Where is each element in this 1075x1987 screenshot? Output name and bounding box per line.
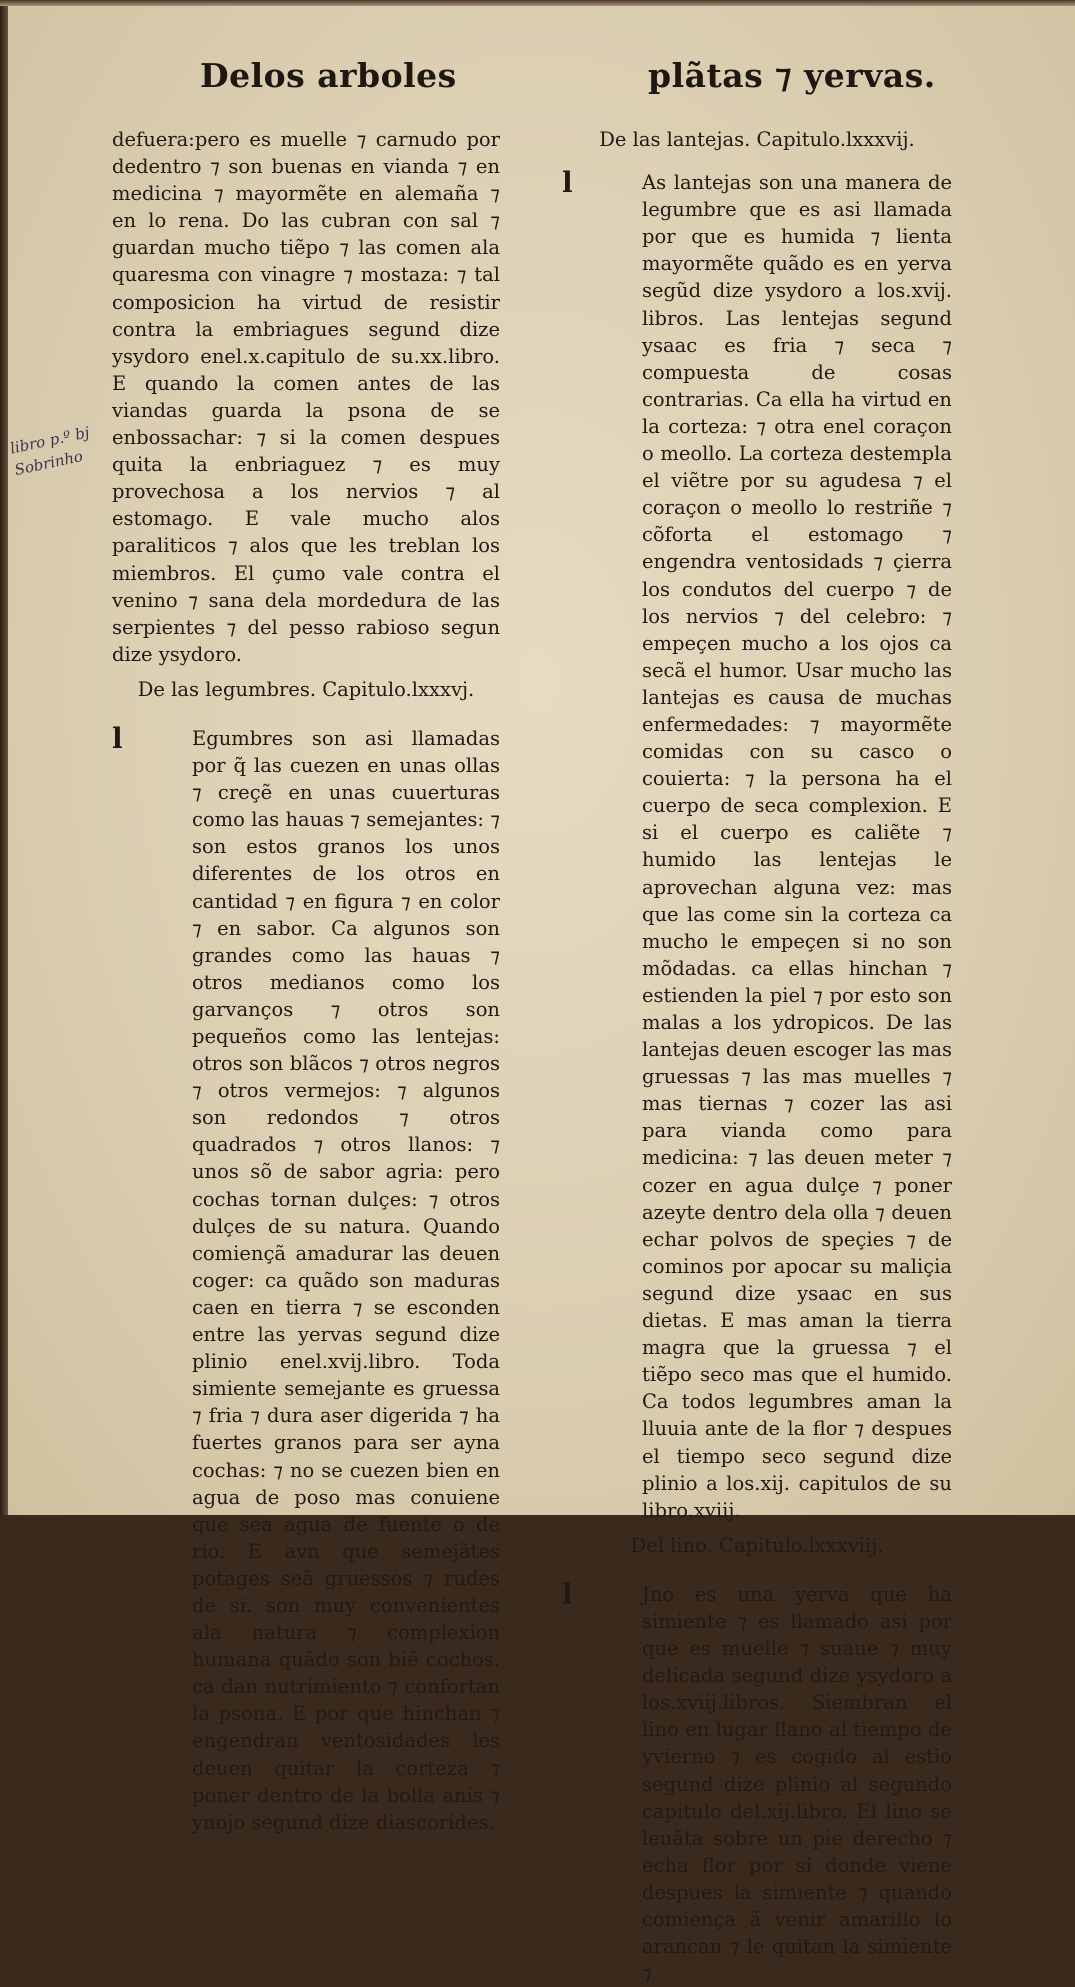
- running-head-right: plãtas ⁊ yervas.: [648, 56, 936, 95]
- chapter-heading-lantejas: De las lantejas. Capitulo.lxxxvij.: [599, 128, 915, 151]
- page-top-edge: [0, 0, 1075, 6]
- lantejas-paragraph: As lantejas son una manera de legumbre que es asi llamada por que es humida ⁊ lienta mayormẽte quãdo es en yerva segũd dize ysydoro a los.xvij. libros. Las lentejas segund ysaac es fria ⁊ seca ⁊ compuesta de cosas contrarias. Ca ella ha virtud en la corteza: ⁊ otra enel coraçon o meollo. La corteza destempla el viẽtre por su agudesa ⁊ el coraçon o meollo lo restriñe ⁊ cõforta el estomago ⁊ engendra ventosidads ⁊ çierra los condutos del cuerpo ⁊ de los nervios ⁊ del celebro: ⁊ empeçen mucho a los ojos ca secã el humor. Usar mucho las lantejas es causa de muchas enfermedades: ⁊ mayormẽte comidas con su casco o couierta: ⁊ la persona ha el cuerpo de seca complexion. E si el cuerpo es caliẽte ⁊ humido las lentejas le aprovechan alguna vez: mas que las come sin la corteza ca mucho le empeçen si no son mõdadas. ca ellas hinchan ⁊ estienden la piel ⁊ por esto son malas a los ydropicos. De las lantejas deuen escoger las mas gruessas ⁊ las mas muelles ⁊ mas tiernas ⁊ cozer las asi para vianda como para medicina: ⁊ las deuen meter ⁊ cozer en agua dulçe ⁊ poner azeyte dentro dela olla ⁊ deuen echar polvos de speçies ⁊ de cominos por apocar su maliçia segund dize ysaac en sus dietas. E mas aman la tierra magra que la gruessa ⁊ el tiẽpo seco mas que el humido. Ca todos legumbres aman la lluuia ante de la flor ⁊ despues el tiempo seco segund dize plinio a los.xij. capitulos de su libro.xviij.: [642, 171, 952, 1522]
- handwritten-marginalia: libro p.º bj Sobrinho: [8, 423, 92, 480]
- initial-guide-letter: l: [562, 1577, 573, 1611]
- initial-guide-letter: l: [112, 721, 123, 755]
- right-text-column: [562, 126, 952, 1987]
- drop-initial-guide-lino: [562, 1577, 952, 1987]
- left-paragraph-continued: defuera:pero es muelle ⁊ carnudo por dedentro ⁊ son buenas en vianda ⁊ en medicina ⁊ mayormẽte en alemaña ⁊ en lo rena. Do las cubran con sal ⁊ guardan mucho tiẽpo ⁊ las comen ala quaresma con vinagre ⁊ mostaza: ⁊ tal composicion ha virtud de resistir contra la embriagues segund dize ysydoro enel.x.capitulo de su.xx.libro. E quando la comen antes de las viandas guarda la psona de se enbossachar: ⁊ si la comen despues quita la enbriaguez ⁊ es muy provechosa a los nervios ⁊ al estomago. E vale mucho alos paraliticos ⁊ alos que les treblan los miembros. El çumo vale contra el venino ⁊ sana dela mordedura de las serpientes ⁊ del pesso rabioso segun dize ysydoro.: [112, 128, 500, 666]
- initial-guide-letter: l: [562, 166, 573, 200]
- chapter-heading-lino: Del lino. Capitulo.lxxxviij.: [630, 1533, 884, 1557]
- left-text-column: [112, 126, 500, 1836]
- lino-paragraph: Jno es una yerva que ha simiente ⁊ es llamado asi por que es muelle ⁊ suaue ⁊ muy delicada segund dize ysydoro a los.xviij.libros. Siembran el lino en lugar llano al tiempo de yvierno ⁊ es cogido al estio segund dize plinio al segundo capitulo del.xij.libro. El lino se leuãta sobre un pie derecho ⁊ echa flor por si donde viene despues la simiente ⁊ quando comiença ã venir amarillo lo arancan ⁊ le quitan la simiente ⁊: [642, 1582, 952, 1986]
- drop-initial-guide-lantejas: [562, 166, 952, 1524]
- drop-initial-guide-legumbres: [112, 721, 500, 1836]
- legumbres-paragraph: Egumbres son asi llamadas por q̃ las cuezen en unas ollas ⁊ creçẽ en unas cuuerturas como las hauas ⁊ semejantes: ⁊ son estos granos los unos diferentes de los otros en cantidad ⁊ en figura ⁊ en color ⁊ en sabor. Ca algunos son grandes como las hauas ⁊ otros medianos como los garvanços ⁊ otros son pequeños como las lentejas: otros son blãcos ⁊ otros negros ⁊ otros vermejos: ⁊ algunos son redondos ⁊ otros quadrados ⁊ otros llanos: ⁊ unos sõ de sabor agria: pero cochas tornan dulçes: ⁊ otros dulçes de su natura. Quando comiençã amadurar las deuen coger: ca quãdo son maduras caen en tierra ⁊ se esconden entre las yervas segund dize plinio enel.xvij.libro. Toda simiente semejante es gruessa ⁊ fria ⁊ dura aser digerida ⁊ ha fuertes granos para ser ayna cochas: ⁊ no se cuezen bien en agua de poso mas conuiene que sea agua de fuente o de rio. E avn que semejãtes potages seã gruessos ⁊ rudes de si. son muy convenientes ala natura ⁊ complexion humana quãdo son biẽ cochos. ca dan nutrimiento ⁊ confortan la psona. E por que hinchan ⁊ engendran ventosidades les deuen quitar la corteza ⁊ poner dentro de la bolla anis ⁊ ynojo segund dize diascorides.: [192, 726, 500, 1834]
- page-binding-edge: [0, 0, 8, 1515]
- chapter-heading-legumbres: De las legumbres. Capitulo.lxxxvj.: [137, 677, 475, 701]
- running-head-left: Delos arboles: [200, 56, 457, 95]
